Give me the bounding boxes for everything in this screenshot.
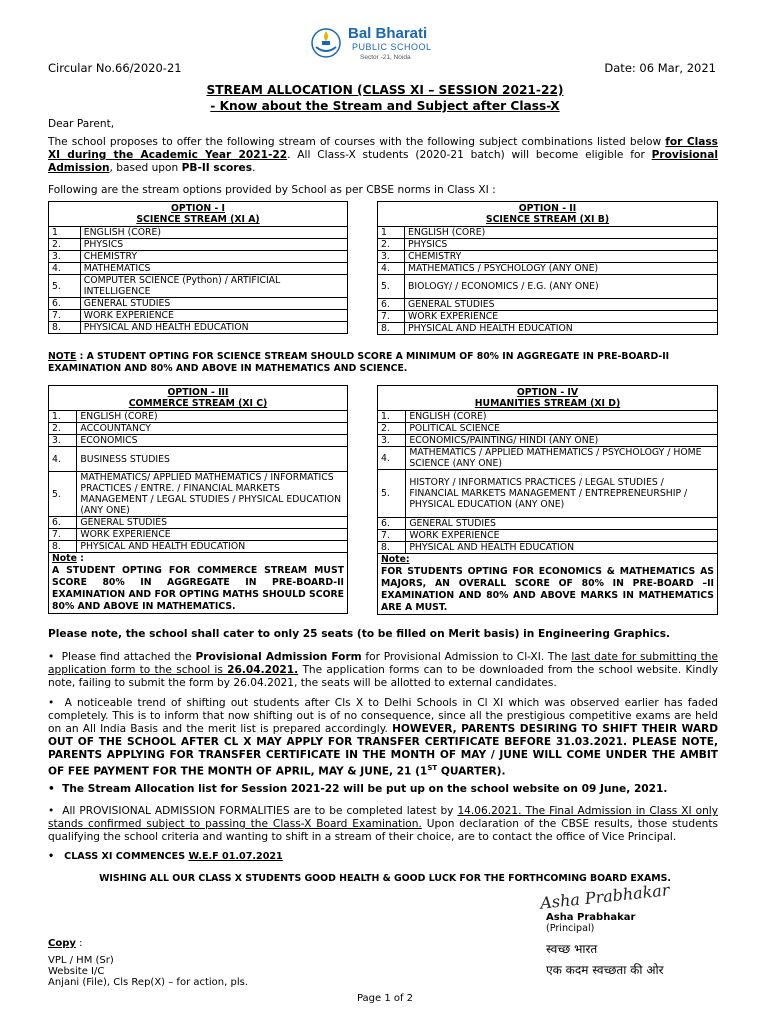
table-row: 8. PHYSICAL AND HEALTH EDUCATION — [49, 541, 348, 553]
table-row: 4. MATHEMATICS / APPLIED MATHEMATICS / PSYCHOLOGY / HOME SCIENCE (ANY ONE) — [378, 447, 718, 470]
logo-location: Sector -21, Noida — [360, 54, 411, 61]
bullet-allocation-list: • The Stream Allocation list for Session 2021-22 will be put up on the school website on 09 June, 2021. — [48, 783, 668, 795]
table-row: 1. ENGLISH (CORE) — [49, 411, 348, 423]
table-row: 7. WORK EXPERIENCE — [49, 529, 348, 541]
school-logo — [308, 25, 468, 67]
swachh-bharat: स्वच्छ भारत — [546, 942, 598, 956]
option-4-stream: HUMANITIES STREAM (XI D) — [474, 398, 621, 409]
signatory-role: (Principal) — [546, 923, 595, 934]
page-number: Page 1 of 2 — [356, 993, 414, 1004]
table-row: 6. GENERAL STUDIES — [49, 517, 348, 529]
circular-number: Circular No.66/2020-21 — [48, 61, 182, 75]
stream-options-intro: Following are the stream options provided by School as per CBSE norms in Class XI : — [48, 184, 496, 196]
table-row: 3. ECONOMICS — [49, 435, 348, 447]
swachh-tagline: एक कदम स्वच्छता की ओर — [546, 963, 664, 977]
option-4-table — [377, 385, 718, 615]
table-row: 5. COMPUTER SCIENCE (Python) / ARTIFICIAL INTELLIGENCE — [49, 275, 348, 298]
table-row: 4. MATHEMATICS / PSYCHOLOGY (ANY ONE) — [378, 263, 718, 275]
doc-subtitle: - Know about the Stream and Subject after Class-X — [210, 99, 560, 113]
doc-title: STREAM ALLOCATION (CLASS XI – SESSION 2021-22) — [206, 83, 564, 97]
table-row: Note : A STUDENT OPTING FOR COMMERCE STREAM MUST SCORE 80% IN AGGREGATE IN PRE-BOARD-II EXAMINATION AND FOR OPTING MATHS SHOULD SCORE 80% AND ABOVE IN MATHEMATICS. — [49, 553, 348, 614]
table-row: 2. PHYSICS — [49, 239, 348, 251]
bullet-commencement: • CLASS XI COMMENCES W.E.F 01.07.2021 — [48, 851, 283, 862]
option-1-table — [48, 201, 348, 334]
engineering-graphics-note: Please note, the school shall cater to only 25 seats (to be filled on Merit basis) in Engineering Graphics. — [48, 628, 671, 640]
table-row: 5. BIOLOGY/ / ECONOMICS / E.G. (ANY ONE) — [378, 275, 718, 299]
table-row: 3. CHEMISTRY — [378, 251, 718, 263]
option-4-heading: OPTION - IV — [516, 387, 579, 398]
table-row: 6. GENERAL STUDIES — [378, 299, 718, 311]
logo-name: Bal Bharati — [348, 25, 428, 42]
bullet-admission-form: • Please find attached the Provisional Admission Form for Provisional Admission to Cl-XI. The last date for submitting the application form to the school is 26.04.2021. The application forms can to be downloaded from the school website. Kindly note, failing to submit the form by 26.04.2021, the seats will be allotted to external candidates. — [48, 651, 719, 689]
lamp-emblem-icon — [308, 25, 344, 65]
table-row: 8. PHYSICAL AND HEALTH EDUCATION — [378, 542, 718, 554]
signatory-name: Asha Prabhakar — [546, 912, 636, 923]
logo-sub: PUBLIC SCHOOL — [352, 42, 432, 52]
science-note: NOTE : A STUDENT OPTING FOR SCIENCE STREAM SHOULD SCORE A MINIMUM OF 80% IN AGGREGATE IN PRE-BOARD-II EXAMINATION AND 80% AND ABOVE IN MATHEMATICS AND SCIENCE. — [48, 351, 670, 374]
table-row: 8. PHYSICAL AND HEALTH EDUCATION — [378, 323, 718, 335]
table-row: 8. PHYSICAL AND HEALTH EDUCATION — [49, 322, 348, 334]
option-1-heading: OPTION - I — [171, 203, 225, 214]
table-row: 3. ECONOMICS/PAINTING/ HINDI (ANY ONE) — [378, 435, 718, 447]
copy-block: Copy : VPL / HM (Sr) Website I/C Anjani (File), Cls Rep(X) – for action, pls. — [48, 938, 249, 988]
table-row: 7. WORK EXPERIENCE — [49, 310, 348, 322]
bullet-transfer: • A noticeable trend of shifting out students after Cls X to Delhi Schools in Cl XI which was observed earlier has faded completely. This is to inform that now shifting out is of no consequence, since all the prestigious competitive exams are held on an All India Basis and the merit list is prepared accordingly. HOWEVER, PARENTS DESIRING TO SHIFT THEIR WARD OUT OF THE SCHOOL AFTER CL X MAY APPLY FOR TRANSFER CERTIFICATE BEFORE 31.03.2021. PLEASE NOTE, PARENTS APPLYING FOR TRANSFER CERTIFICATE IN THE MONTH OF MAY / JUNE WILL COME UNDER THE AMBIT OF FEE PAYMENT FOR THE MONTH OF APRIL, MAY & JUNE, 21 (1ST QUARTER). — [48, 697, 718, 778]
table-row: Note: FOR STUDENTS OPTING FOR ECONOMICS & MATHEMATICS AS MAJORS, AN OVERALL SCORE OF 80% IN PRE-BOARD –II EXAMINATION AND 80% AND ABOVE MARKS IN MATHEMATICS ARE A MUST. — [378, 554, 718, 615]
table-row: 1. ENGLISH (CORE) — [378, 411, 718, 423]
table-row: 7. WORK EXPERIENCE — [378, 530, 718, 542]
table-row: 7. WORK EXPERIENCE — [378, 311, 718, 323]
salutation: Dear Parent, — [48, 118, 115, 130]
intro-paragraph: The school proposes to offer the following stream of courses with the following subject combinations listed below for Class XI during the Academic Year 2021-22. All Class-X students (2020-21 batch) will become eligible for Provisional Admission, based upon PB-II scores. — [48, 136, 718, 174]
commerce-note: A STUDENT OPTING FOR COMMERCE STREAM MUST SCORE 80% IN AGGREGATE IN PRE-BOARD-II EXAMINATION AND FOR OPTING MATHS SHOULD SCORE 80% AND ABOVE IN MATHEMATICS. — [52, 565, 344, 612]
table-row: 2. PHYSICS — [378, 239, 718, 251]
option-1-stream: SCIENCE STREAM (XI A) — [136, 214, 260, 225]
table-row: 5. HISTORY / INFORMATICS PRACTICES / LEGAL STUDIES / FINANCIAL MARKETS MANAGEMENT / ENTREPRENEURSHIP / PHYSICAL EDUCATION (ANY ONE) — [378, 470, 718, 518]
table-row: 6. GENERAL STUDIES — [378, 518, 718, 530]
table-row: 2. POLITICAL SCIENCE — [378, 423, 718, 435]
table-row: 2. ACCOUNTANCY — [49, 423, 348, 435]
table-row: 4. BUSINESS STUDIES — [49, 447, 348, 472]
table-row: 4. MATHEMATICS — [49, 263, 348, 275]
option-3-heading: OPTION - III — [167, 387, 229, 398]
circular-date: Date: 06 Mar, 2021 — [604, 61, 716, 75]
option-3-table — [48, 385, 348, 614]
table-row: 1 ENGLISH (CORE) — [49, 227, 348, 239]
option-3-stream: COMMERCE STREAM (XI C) — [128, 398, 268, 409]
humanities-note: FOR STUDENTS OPTING FOR ECONOMICS & MATHEMATICS AS MAJORS, AN OVERALL SCORE OF 80% IN PRE-BOARD –II EXAMINATION AND 80% AND ABOVE MARKS IN MATHEMATICS ARE A MUST. — [381, 566, 714, 613]
table-row: 3. CHEMISTRY — [49, 251, 348, 263]
table-row: 6. GENERAL STUDIES — [49, 298, 348, 310]
bullet-formalities: • All PROVISIONAL ADMISSION FORMALITIES are to be completed latest by 14.06.2021. The Final Admission in Class XI only stands confirmed subject to passing the Class-X Board Examination. Upon declaration of the CBSE results, those students qualifying the school criteria and wanting to shift in a stream of their choice, are to contact the office of Vice Principal. — [48, 805, 719, 843]
option-2-heading: OPTION - II — [518, 203, 577, 214]
handwritten-signature: Asha Prabhakar — [539, 880, 671, 913]
wishing-message: WISHING ALL OUR CLASS X STUDENTS GOOD HEALTH & GOOD LUCK FOR THE FORTHCOMING BOARD EXAMS. — [99, 873, 671, 884]
option-2-stream: SCIENCE STREAM (XI B) — [485, 214, 610, 225]
table-row: 5. MATHEMATICS/ APPLIED MATHEMATICS / INFORMATICS PRACTICES / ENTRE. / FINANCIAL MARKETS MANAGEMENT / LEGAL STUDIES / PHYSICAL EDUCATION (ANY ONE) — [49, 472, 348, 517]
option-2-table — [377, 201, 718, 335]
table-row: 1 ENGLISH (CORE) — [378, 227, 718, 239]
signature-block — [539, 880, 671, 978]
